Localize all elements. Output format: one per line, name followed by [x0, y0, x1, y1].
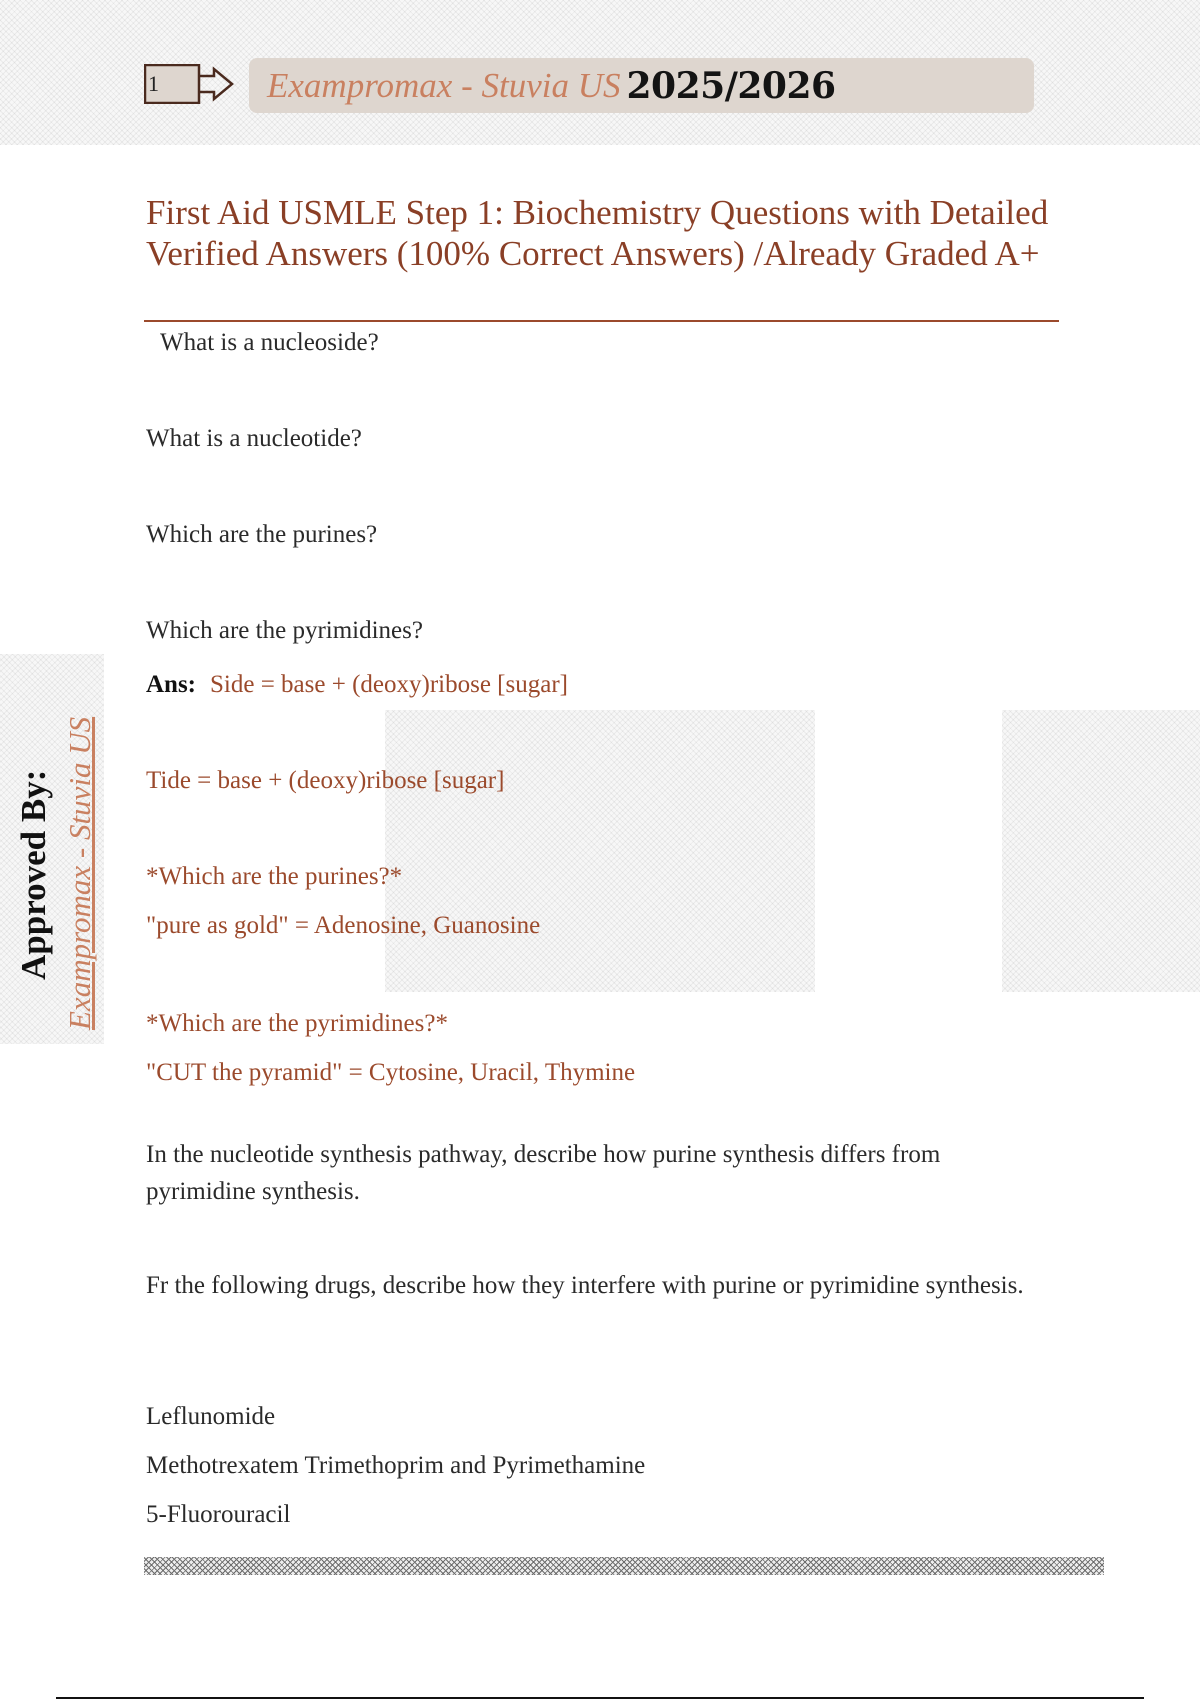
- drug-item: Methotrexatem Trimethoprim and Pyrimethamine: [146, 1452, 646, 1479]
- page-tag: [144, 64, 236, 104]
- question-pyrimidines: Which are the pyrimidines?: [146, 617, 423, 644]
- header-brand: Exampromax - Stuvia US: [267, 65, 621, 105]
- question-nucleoside: What is a nucleoside?: [160, 329, 379, 356]
- approved-by-label: Approved By:: [14, 769, 53, 980]
- answer-pyrimidines: "CUT the pyramid" = Cytosine, Uracil, Thymine: [146, 1059, 636, 1086]
- question-synthesis: In the nucleotide synthesis pathway, describe how purine synthesis differs from pyrimidine synthesis.: [146, 1141, 941, 1205]
- answer-label: Ans:: [146, 671, 197, 698]
- document-title: First Aid USMLE Step 1: Biochemistry Questions with Detailed Verified Answers (100% Correct Answers) /Already Graded A+: [146, 193, 1049, 273]
- header-pill: [249, 58, 1034, 113]
- page-number: 1: [148, 71, 159, 96]
- footer-divider: [56, 1697, 1144, 1699]
- sidebar-brand: Exampromax - Stuvia US: [62, 716, 97, 1030]
- watermark-pattern: [385, 710, 815, 992]
- answer-nucleoside-text: Side = base + (deoxy)ribose [sugar]: [210, 671, 568, 698]
- answer-purines-heading: *Which are the purines?*: [146, 863, 403, 890]
- title-divider: [144, 320, 1059, 322]
- watermark-pattern-right: [1002, 710, 1200, 992]
- question-purines: Which are the purines?: [146, 521, 378, 548]
- answer-pyrimidines-heading: *Which are the pyrimidines?*: [146, 1010, 448, 1037]
- answer-nucleoside: [146, 666, 568, 703]
- drug-item: 5-Fluorouracil: [146, 1501, 291, 1528]
- drug-item: Leflunomide: [146, 1403, 276, 1430]
- answer-purines: "pure as gold" = Adenosine, Guanosine: [146, 912, 541, 939]
- question-nucleotide: What is a nucleotide?: [146, 425, 362, 452]
- answer-nucleotide: Tide = base + (deoxy)ribose [sugar]: [146, 767, 505, 794]
- hatch-divider: [144, 1557, 1104, 1575]
- question-drugs: Fr the following drugs, describe how they interfere with purine or pyrimidine synthesis.: [146, 1272, 1024, 1299]
- header-year: 2025/2026: [626, 64, 836, 107]
